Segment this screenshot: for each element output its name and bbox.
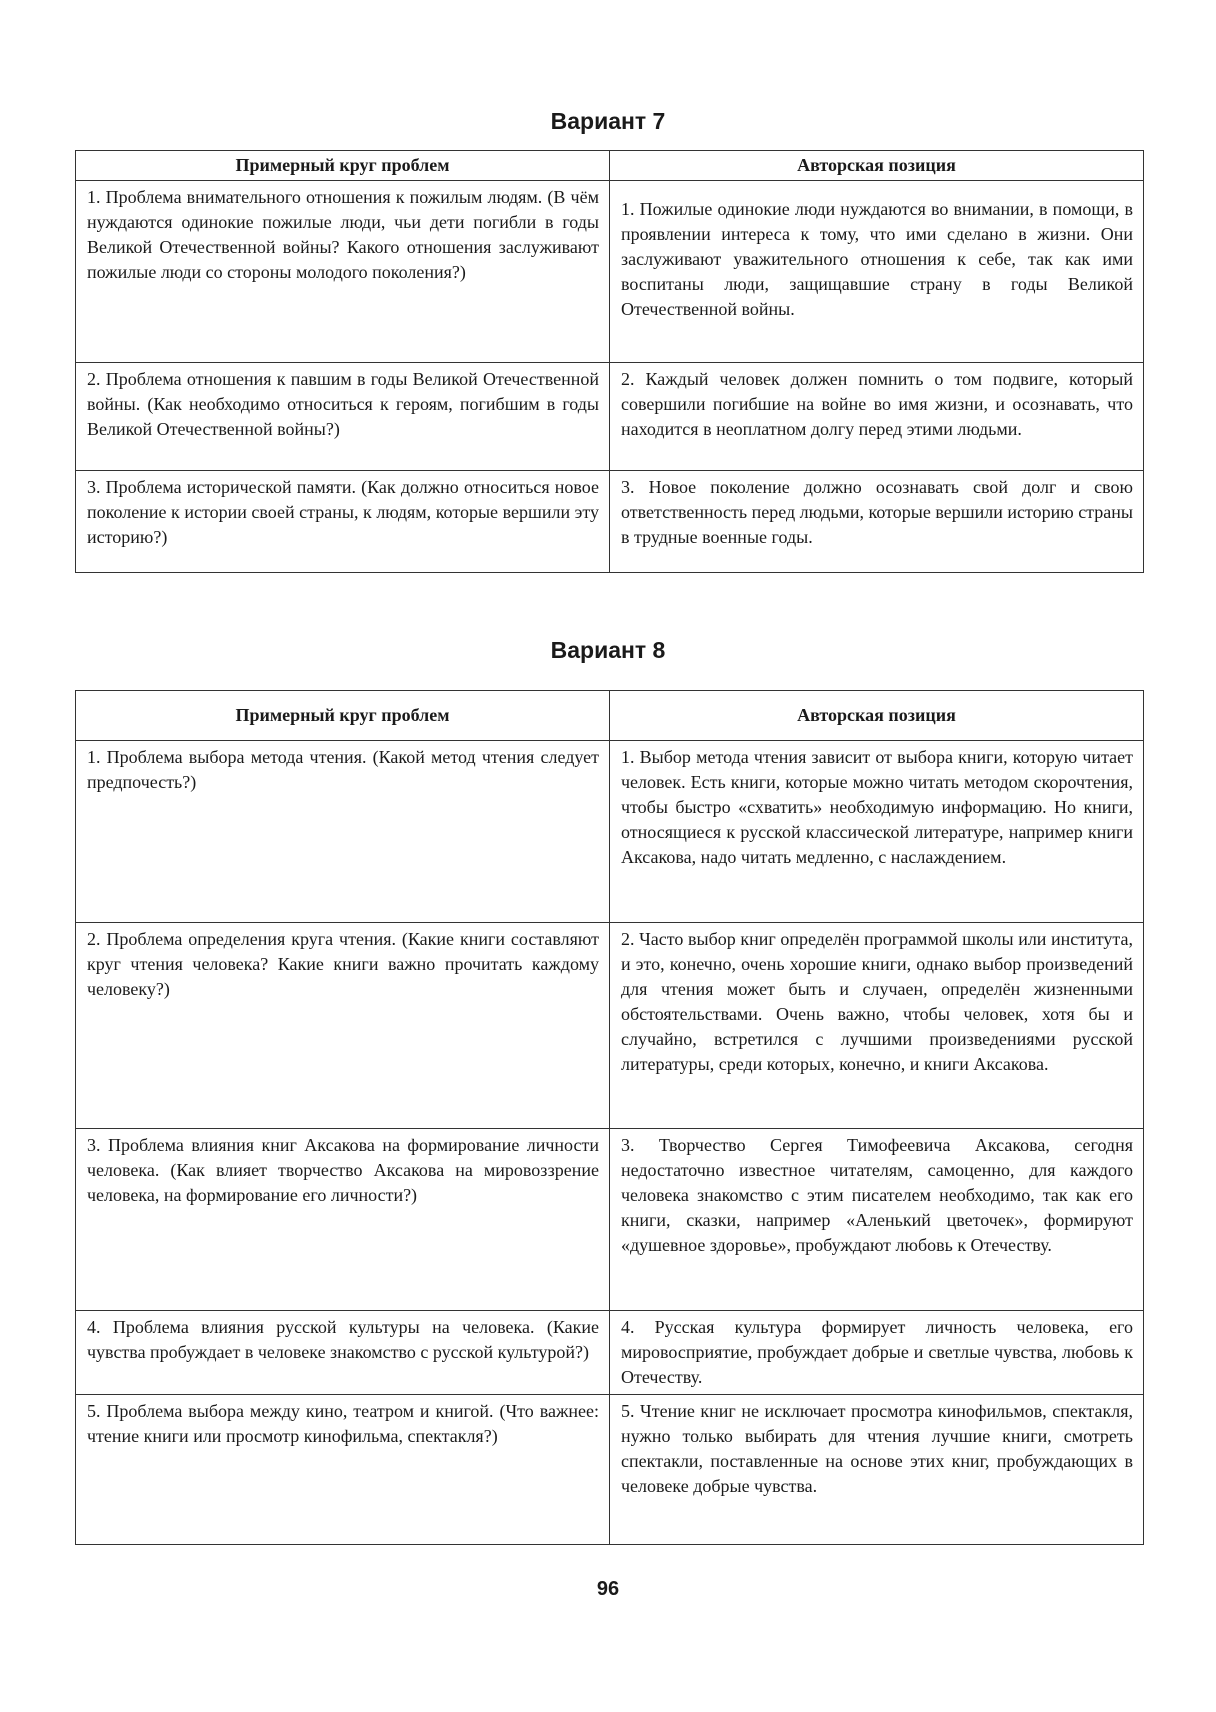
table-row — [76, 1395, 1144, 1545]
table-row — [76, 363, 1144, 471]
header-author-position: Авторская позиция — [610, 691, 1144, 741]
position-cell: 2. Каждый человек должен помнить о том подвиге, который совершили погибшие на войне во имя жизни, и осознавать, что находится в неоплатном долгу перед этими людьми. — [610, 363, 1144, 471]
table-row — [76, 1129, 1144, 1311]
problem-cell: 4. Проблема влияния русской культуры на человека. (Какие чувства пробуждает в человеке знакомство с русской культурой?) — [76, 1311, 610, 1395]
problem-cell: 1. Проблема внимательного отношения к пожилым людям. (В чём нуждаются одинокие пожилые люди, чьи дети погибли в годы Великой Отечественной войны? Какого отношения заслуживают пожилые люди со стороны молодого поколения?) — [76, 181, 610, 363]
table-row — [76, 741, 1144, 923]
position-cell: 2. Часто выбор книг определён программой школы или института, и это, конечно, очень хорошие книги, однако выбор произведений для чтения может быть и случаен, определён жизненными обстоятельствами. Очень важно, чтобы человек, хотя бы и случайно, встретился с лучшими произведениями русской литературы, среди которых, конечно, и книги Аксакова. — [610, 923, 1144, 1129]
header-author-position: Авторская позиция — [610, 151, 1144, 181]
position-cell: 1. Выбор метода чтения зависит от выбора книги, которую читает человек. Есть книги, которые можно читать методом скорочтения, чтобы быстро «схватить» необходимую информацию. Но книги, относящиеся к русской классической литературе, например книги Аксакова, надо читать медленно, с наслаждением. — [610, 741, 1144, 923]
table-row — [76, 923, 1144, 1129]
table-row — [76, 181, 1144, 363]
problem-cell: 3. Проблема исторической памяти. (Как должно относиться новое поколение к истории своей страны, к людям, которые вершили эту историю?) — [76, 471, 610, 573]
table-row — [76, 471, 1144, 573]
variant-7-title: Вариант 7 — [550, 108, 666, 134]
table-row — [76, 1311, 1144, 1395]
position-cell: 4. Русская культура формирует личность человека, его мировосприятие, пробуждает добрые и светлые чувства, любовь к Отечеству. — [610, 1311, 1144, 1395]
variant-7-table — [75, 150, 1144, 573]
header-problems: Примерный круг проблем — [76, 151, 610, 181]
table-header-row — [76, 691, 1144, 741]
variant-8-title: Вариант 8 — [550, 637, 666, 663]
header-problems: Примерный круг проблем — [76, 691, 610, 741]
variant-8-table — [75, 690, 1144, 1545]
problem-cell: 2. Проблема отношения к павшим в годы Великой Отечественной войны. (Как необходимо относиться к героям, погибшим в годы Великой Отечественной войны?) — [76, 363, 610, 471]
position-cell: 3. Творчество Сергея Тимофеевича Аксакова, сегодня недостаточно известное читателям, самоценно, для каждого человека знакомство с этим писателем необходимо, так как его книги, сказки, например «Аленький цветочек», формируют «душевное здоровье», пробуждают любовь к Отечеству. — [610, 1129, 1144, 1311]
position-cell: 5. Чтение книг не исключает просмотра кинофильмов, спектакля, нужно только выбирать для чтения лучшие книги, смотреть спектакли, поставленные на основе этих книг, пробуждающих в человеке добрые чувства. — [610, 1395, 1144, 1545]
problem-cell: 2. Проблема определения круга чтения. (Какие книги составляют круг чтения человека? Какие книги важно прочитать каждому человеку?) — [76, 923, 610, 1129]
position-cell: 3. Новое поколение должно осознавать свой долг и свою ответственность перед людьми, которые вершили историю страны в трудные военные годы. — [610, 471, 1144, 573]
problem-cell: 1. Проблема выбора метода чтения. (Какой метод чтения следует предпочесть?) — [76, 741, 610, 923]
table-header-row — [76, 151, 1144, 181]
problem-cell: 5. Проблема выбора между кино, театром и книгой. (Что важнее: чтение книги или просмотр кинофильма, спектакля?) — [76, 1395, 610, 1545]
page-number: 96 — [596, 1578, 620, 1600]
position-cell: 1. Пожилые одинокие люди нуждаются во внимании, в помощи, в проявлении интереса к тому, что ими сделано в жизни. Они заслуживают уважительного отношения к себе, так как ими воспитаны люди, защищавшие страну в годы Великой Отечественной войны. — [610, 181, 1144, 363]
problem-cell: 3. Проблема влияния книг Аксакова на формирование личности человека. (Как влияет творчество Аксакова на мировоззрение человека, на формирование его личности?) — [76, 1129, 610, 1311]
